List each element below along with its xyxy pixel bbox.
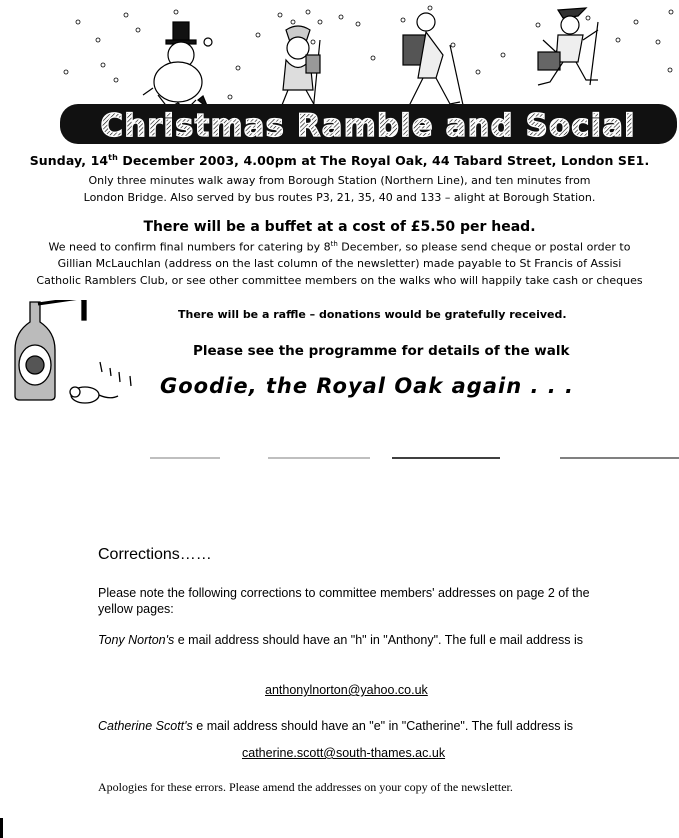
catering-line-1-start: We need to confirm final numbers for catering by 8 xyxy=(48,240,331,254)
event-line-end: December 2003, 4.00pm at The Royal Oak, 44 Tabard Street, London SE1. xyxy=(117,153,650,169)
catering-line-1 xyxy=(0,240,679,254)
catering-line-1-end: December, so please send cheque or postal order to xyxy=(337,240,631,254)
event-line-start: Sunday, 14 xyxy=(29,153,109,169)
banner-title-text: Christmas Ramble and Social xyxy=(100,108,636,144)
goodie-caption: Goodie, the Royal Oak again . . . xyxy=(160,374,575,398)
tony-name: Tony Norton's xyxy=(98,633,175,647)
buffet-notice: There will be a buffet at a cost of £5.50 per head. xyxy=(143,219,536,235)
page-edge-mark xyxy=(0,818,3,838)
divider-rules xyxy=(140,452,679,464)
child-hiker-figure xyxy=(270,26,326,112)
catherine-email-link[interactable]: catherine.scott@south-thames.ac.uk xyxy=(242,746,446,760)
corrections-intro: Please note the following corrections to committee members' addresses on page 2 of the yellow pages: xyxy=(98,586,590,616)
christmas-banner xyxy=(58,0,679,150)
tony-correction-text: e mail address should have an "h" in "Anthony". The full e mail address is xyxy=(174,633,583,647)
tony-email-link[interactable]: anthonylnorton@yahoo.co.uk xyxy=(265,683,428,697)
tony-correction xyxy=(98,632,618,648)
banner-title xyxy=(60,104,677,144)
event-line-sup: th xyxy=(108,153,118,162)
programme-notice: Please see the programme for details of the walk xyxy=(193,343,570,359)
corrections-title: Corrections…… xyxy=(98,546,212,563)
catering-line-3: Catholic Ramblers Club, or see other committee members on the walks who will happily take cash or cheques xyxy=(36,274,643,287)
catering-line-2: Gillian McLauchlan (address on the last column of the newsletter) made payable to St Francis of Assisi xyxy=(57,257,622,270)
catherine-correction xyxy=(98,718,573,734)
apology-note: Apologies for these errors. Please amend the addresses on your copy of the newsletter. xyxy=(98,780,513,794)
location-line-1: Only three minutes walk away from Borough Station (Northern Line), and ten minutes from xyxy=(88,174,591,187)
catering-line-1-sup: th xyxy=(330,240,338,248)
bottle-illustration xyxy=(0,300,175,410)
adult-hiker-figure xyxy=(398,13,463,110)
catherine-correction-text: e mail address should have an "e" in "Catherine". The full address is xyxy=(192,719,574,733)
event-date-location xyxy=(0,153,679,168)
catherine-name: Catherine Scott's xyxy=(98,719,193,733)
location-line-2: London Bridge. Also served by bus routes P3, 21, 35, 40 and 133 – alight at Borough Station. xyxy=(83,191,596,204)
snowman-figure xyxy=(143,22,212,110)
raffle-notice: There will be a raffle – donations would be gratefully received. xyxy=(178,308,567,321)
